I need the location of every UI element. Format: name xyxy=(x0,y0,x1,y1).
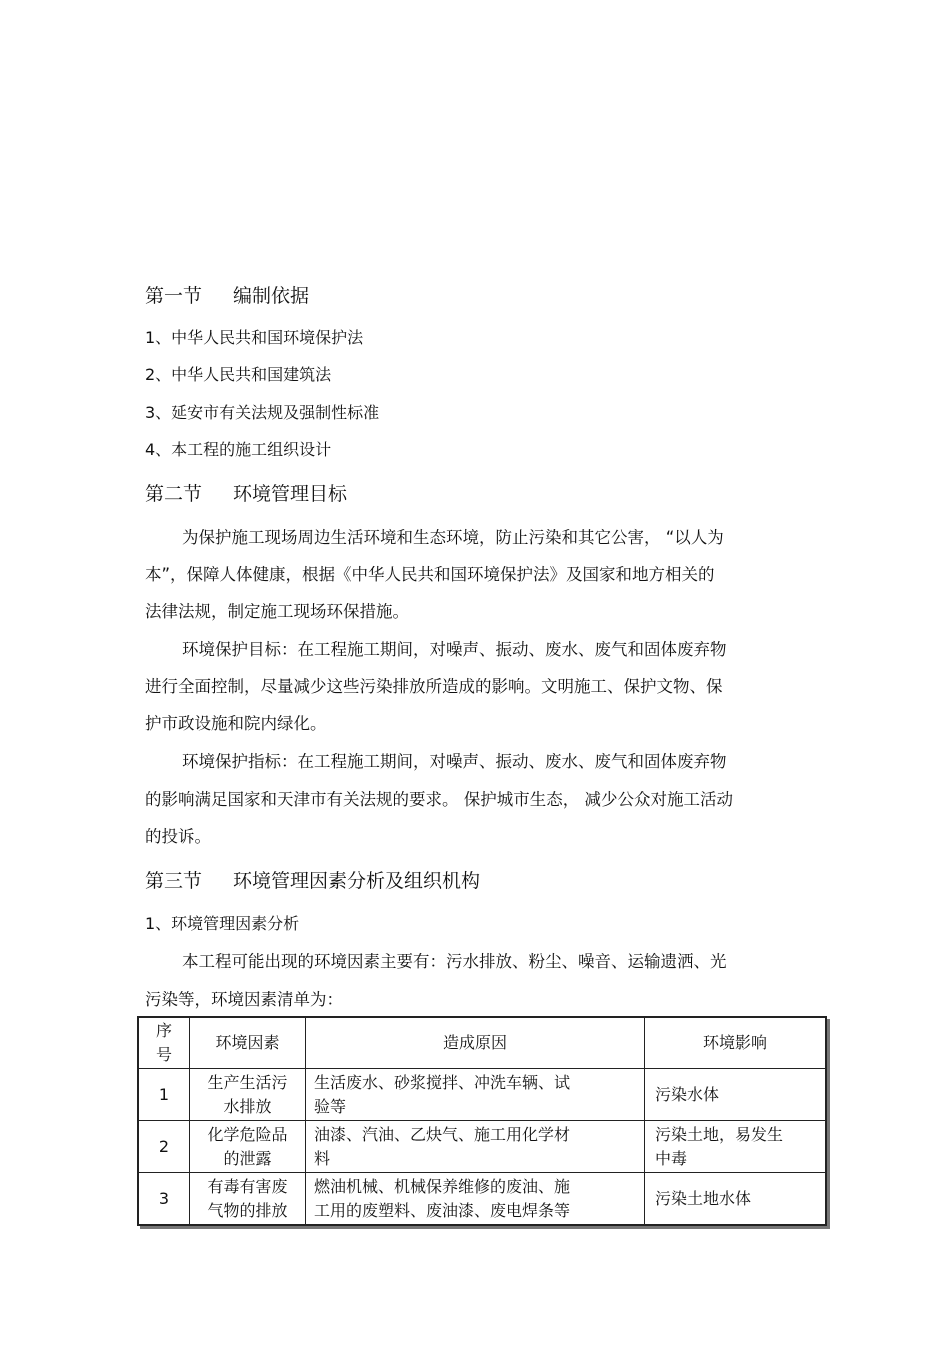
paragraph-line: 为保护施工现场周边生活环境和生态环境，防止污染和其它公害， “以人为 xyxy=(182,528,724,547)
section-3-number: 第三节 xyxy=(145,870,203,892)
section-2-title: 环境管理目标 xyxy=(233,483,348,505)
table-cell: 3 xyxy=(138,1173,190,1226)
table-cell: 污染土地，易发生 中毒 xyxy=(645,1121,827,1173)
table-cell: 生活废水、砂浆搅拌、冲洗车辆、试 验等 xyxy=(306,1069,645,1121)
section-2-heading xyxy=(145,479,347,506)
table-header-cell: 环境影响 xyxy=(645,1017,827,1069)
paragraph-line: 的投诉。 xyxy=(145,827,211,846)
table-cell: 油漆、汽油、乙炔气、施工用化学材 料 xyxy=(306,1121,645,1173)
section-2-number: 第二节 xyxy=(145,483,203,505)
list-item: 1、中华人民共和国环境保护法 xyxy=(145,328,364,347)
section-3-title: 环境管理因素分析及组织机构 xyxy=(233,870,481,892)
section-1-heading xyxy=(145,281,309,308)
table-header-row xyxy=(138,1017,826,1069)
table-cell: 1 xyxy=(138,1069,190,1121)
table-header-cell: 序 号 xyxy=(138,1017,190,1069)
table-cell: 污染土地水体 xyxy=(645,1173,827,1226)
subsection-heading: 1、环境管理因素分析 xyxy=(145,914,300,933)
list-item: 3、延安市有关法规及强制性标准 xyxy=(145,403,380,422)
table-row xyxy=(138,1121,826,1173)
table-cell: 化学危险品 的泄露 xyxy=(190,1121,306,1173)
table-cell: 生产生活污 水排放 xyxy=(190,1069,306,1121)
paragraph-line: 环境保护目标：在工程施工期间，对噪声、振动、废水、废气和固体废弃物 xyxy=(182,640,727,659)
section-1-title: 编制依据 xyxy=(233,285,310,307)
paragraph-line: 本”，保障人体健康，根据《中华人民共和国环境保护法》及国家和地方相关的 xyxy=(145,565,715,584)
section-1-number: 第一节 xyxy=(145,285,203,307)
paragraph-line: 进行全面控制，尽量减少这些污染排放所造成的影响。文明施工、保护文物、保 xyxy=(145,677,723,696)
table-header-cell: 环境因素 xyxy=(190,1017,306,1069)
table-cell: 有毒有害废 气物的排放 xyxy=(190,1173,306,1226)
list-item: 4、本工程的施工组织设计 xyxy=(145,440,332,459)
paragraph-line: 环境保护指标：在工程施工期间，对噪声、振动、废水、废气和固体废弃物 xyxy=(182,752,727,771)
paragraph-line: 法律法规，制定施工现场环保措施。 xyxy=(145,602,409,621)
table-row xyxy=(138,1173,826,1226)
environment-factors-table xyxy=(137,1016,827,1226)
table-cell: 污染水体 xyxy=(645,1069,827,1121)
table-cell: 燃油机械、机械保养维修的废油、施 工用的废塑料、废油漆、废电焊条等 xyxy=(306,1173,645,1226)
table-row xyxy=(138,1069,826,1121)
table-header-cell: 造成原因 xyxy=(306,1017,645,1069)
paragraph-line: 护市政设施和院内绿化。 xyxy=(145,714,327,733)
section-3-heading xyxy=(145,866,480,893)
paragraph-line: 本工程可能出现的环境因素主要有：污水排放、粉尘、噪音、运输遗洒、光 xyxy=(182,952,727,971)
table-cell: 2 xyxy=(138,1121,190,1173)
list-item: 2、中华人民共和国建筑法 xyxy=(145,365,332,384)
paragraph-line: 污染等，环境因素清单为： xyxy=(145,990,343,1009)
paragraph-line: 的影响满足国家和天津市有关法规的要求。 保护城市生态， 减少公众对施工活动 xyxy=(145,790,733,809)
